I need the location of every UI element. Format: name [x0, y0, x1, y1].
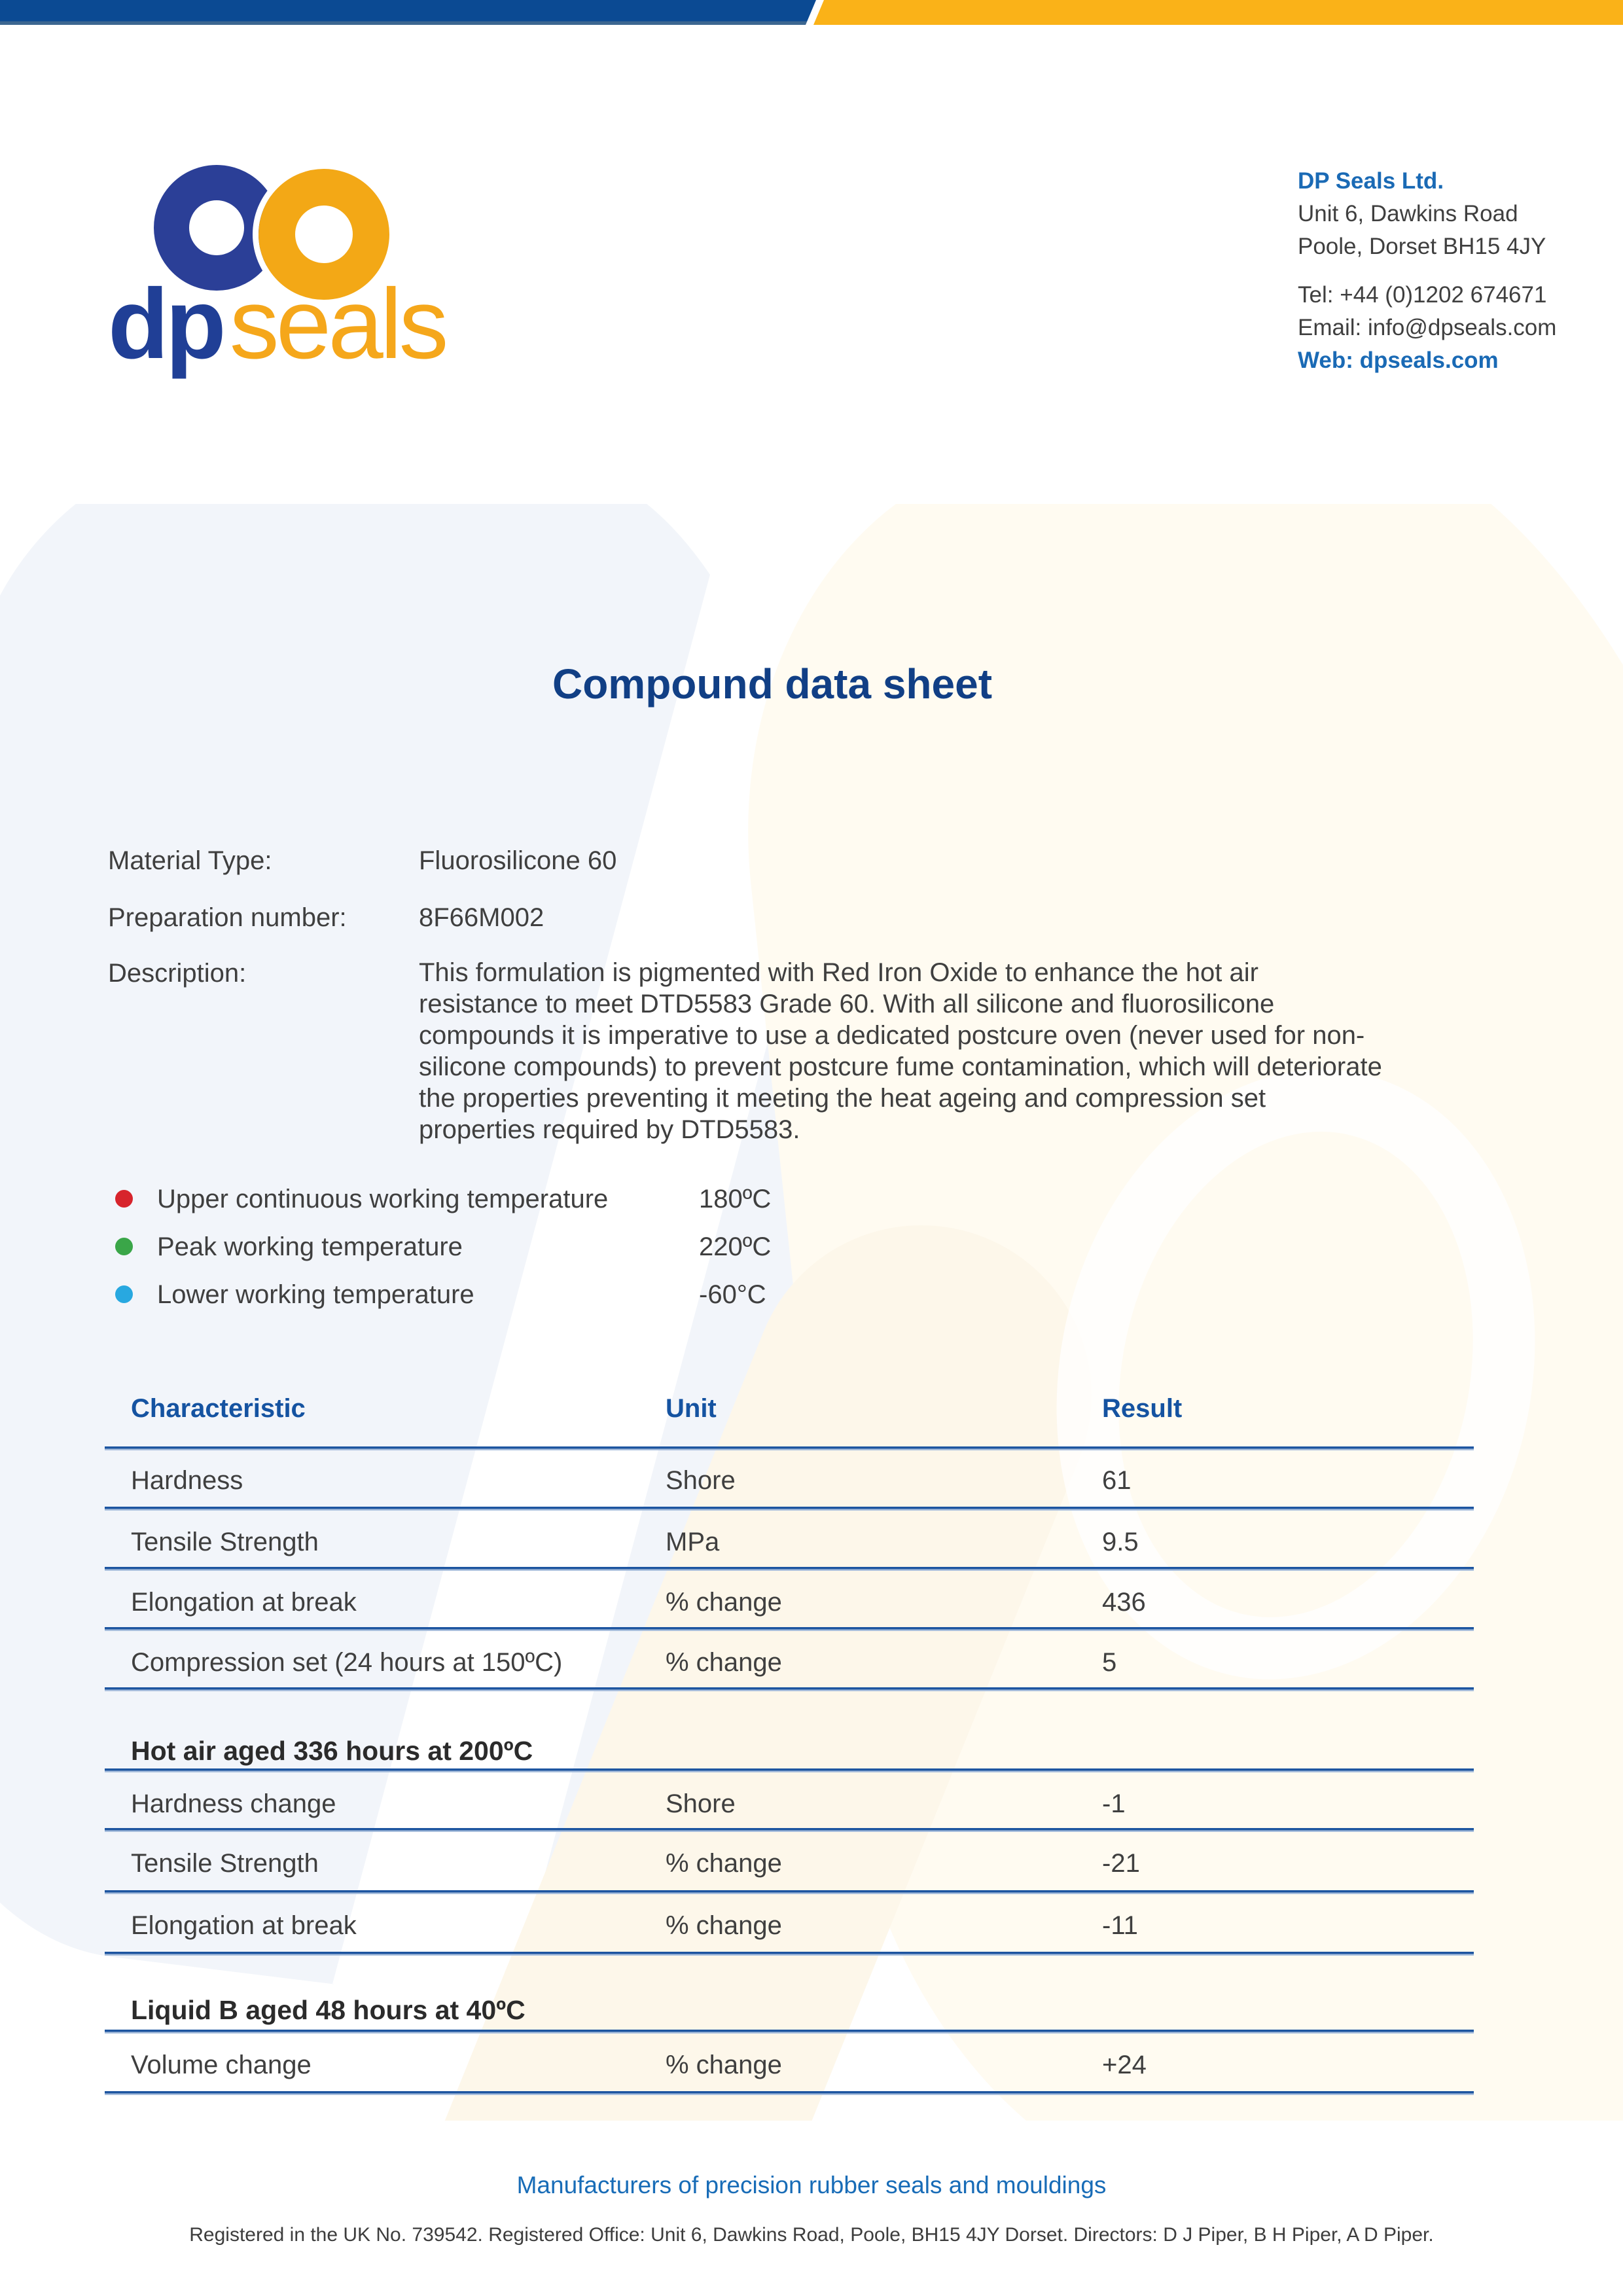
table-row-unit: % change: [666, 1911, 782, 1940]
table-rule: [105, 1768, 1474, 1772]
table-row-characteristic: Tensile Strength: [131, 1528, 319, 1556]
table-row-result: 61: [1102, 1466, 1132, 1495]
description-text: This formulation is pigmented with Red Iron Oxide to enhance the hot air resistance to meet DTD5583 Grade 60. With all silicone and fluorosilicone compounds it is imperative to use a dedicated postcure oven (never used for non-silicone compounds) to prevent postcure fume contamination, which will deteriorate the properties preventing it meeting the heat ageing and compression set properties required by DTD5583.: [419, 958, 1382, 1144]
table-rule: [105, 1890, 1474, 1894]
preparation-number-value: 8F66M002: [419, 903, 544, 932]
logo-text-seals: seals: [229, 268, 446, 380]
temperature-row-peak: [0, 1232, 1623, 1266]
footer-tagline: Manufacturers of precision rubber seals and mouldings: [516, 2172, 1107, 2198]
temperature-label: Upper continuous working temperature: [157, 1185, 609, 1213]
material-type-value: Fluorosilicone 60: [419, 846, 617, 875]
logo-text-dp: dp: [108, 268, 223, 380]
table-rule: [105, 1567, 1474, 1571]
dp-seals-logo: [108, 157, 540, 439]
table-rule: [105, 1507, 1474, 1511]
temperature-label: Lower working temperature: [157, 1280, 474, 1309]
table-row-unit: % change: [666, 2051, 782, 2079]
temperature-value: -60°C: [699, 1280, 766, 1309]
address-line-1: Unit 6, Dawkins Road: [1298, 201, 1518, 226]
address-line-2: Poole, Dorset BH15 4JY: [1298, 234, 1546, 259]
table-rule: [105, 2030, 1474, 2034]
table-row-characteristic: Elongation at break: [131, 1911, 357, 1940]
blue-bullet-icon: [115, 1285, 133, 1303]
table-row-characteristic: Hardness change: [131, 1789, 336, 1818]
table-rule: [105, 1446, 1474, 1450]
section-heading-liquid-b: Liquid B aged 48 hours at 40ºC: [131, 1995, 526, 2025]
table-row-unit: % change: [666, 1648, 782, 1677]
table-row-characteristic: Hardness: [131, 1466, 243, 1495]
column-header-result: Result: [1102, 1394, 1183, 1423]
page-title: Compound data sheet: [552, 660, 993, 708]
phone-line: Tel: +44 (0)1202 674671: [1298, 282, 1547, 308]
temperature-label: Peak working temperature: [157, 1232, 463, 1261]
preparation-number-label: Preparation number:: [108, 903, 347, 932]
contact-block: [1298, 165, 1556, 377]
table-row-characteristic: Tensile Strength: [131, 1849, 319, 1878]
footer-registration: Registered in the UK No. 739542. Registered Office: Unit 6, Dawkins Road, Poole, BH15 4JY Dorset. Directors: D J Piper, B H Piper, A D Piper.: [189, 2224, 1434, 2246]
table-row-result: 5: [1102, 1648, 1117, 1677]
temperature-value: 220ºC: [699, 1232, 772, 1261]
table-row-result: -1: [1102, 1789, 1126, 1818]
column-header-characteristic: Characteristic: [131, 1394, 306, 1423]
table-row-result: -11: [1102, 1911, 1138, 1940]
table-rule: [105, 1952, 1474, 1956]
email-line: Email: info@dpseals.com: [1298, 315, 1557, 340]
green-bullet-icon: [115, 1238, 133, 1255]
table-row-result: 9.5: [1102, 1528, 1139, 1556]
table-row-unit: Shore: [666, 1789, 736, 1818]
company-name: DP Seals Ltd.: [1298, 168, 1444, 194]
top-color-bar: [0, 0, 1623, 25]
table-rule: [105, 1687, 1474, 1691]
temperature-value: 180ºC: [699, 1185, 772, 1213]
table-row-unit: Shore: [666, 1466, 736, 1495]
contact-spacer: [1298, 263, 1556, 279]
table-row-result: -21: [1102, 1849, 1140, 1878]
table-row-result: 436: [1102, 1588, 1146, 1617]
table-row-unit: % change: [666, 1588, 782, 1617]
table-row-characteristic: Volume change: [131, 2051, 312, 2079]
temperature-row-lower: [0, 1280, 1623, 1314]
table-row-result: +24: [1102, 2051, 1147, 2079]
column-header-unit: Unit: [666, 1394, 717, 1423]
section-heading-hot-air: Hot air aged 336 hours at 200ºC: [131, 1736, 533, 1766]
logo-wordmark: [108, 267, 446, 382]
table-rule: [105, 1828, 1474, 1832]
table-rule: [105, 1627, 1474, 1631]
table-row-unit: % change: [666, 1849, 782, 1878]
material-type-label: Material Type:: [108, 846, 272, 875]
temperature-row-upper: [0, 1185, 1623, 1219]
table-row-characteristic: Elongation at break: [131, 1588, 357, 1617]
description-label: Description:: [108, 959, 247, 988]
web-line: Web: dpseals.com: [1298, 348, 1499, 373]
table-row-characteristic: Compression set (24 hours at 150ºC): [131, 1648, 563, 1677]
red-bullet-icon: [115, 1190, 133, 1208]
table-row-unit: MPa: [666, 1528, 720, 1556]
table-rule: [105, 2091, 1474, 2095]
